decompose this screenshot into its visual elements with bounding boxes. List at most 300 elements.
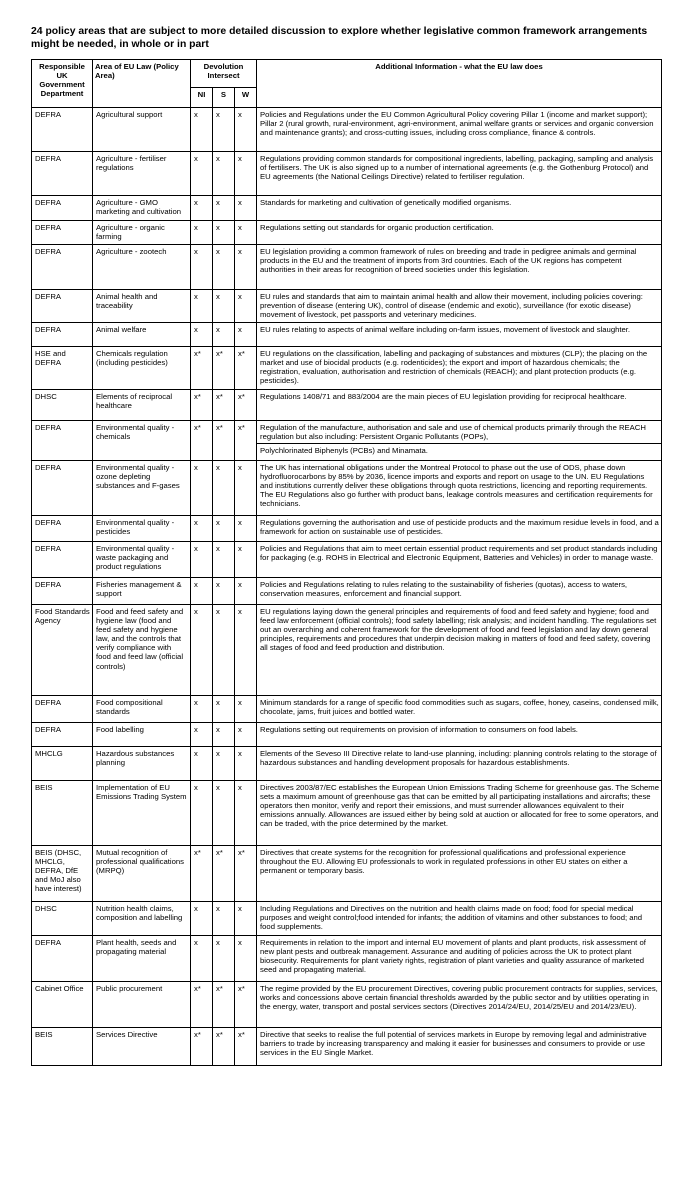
department-cell — [32, 781, 93, 846]
s-cell — [213, 152, 235, 196]
w-cell-text: x* — [238, 984, 245, 993]
w-cell — [235, 323, 257, 347]
w-cell-text: x* — [238, 1030, 245, 1039]
w-cell-text: x — [238, 938, 242, 947]
ni-cell-text: x — [194, 725, 198, 734]
info-cell — [257, 290, 662, 323]
s-cell-text: x* — [216, 392, 223, 401]
info-cell-text: Requirements in relation to the import and internal EU movement of plants and plant products, risk assessment of new plant pests and outbreak management. Assurance and auditing of policies across the UK to protect plant biosecurity. Requirements for plant variety rights, registration of plant varieties and quality assurance of marketed seed and propagating material. — [260, 938, 646, 975]
table-row — [32, 108, 662, 152]
area-cell — [93, 516, 191, 542]
ni-cell — [191, 421, 213, 461]
header-s: S — [213, 88, 235, 108]
info-cell — [257, 936, 662, 982]
department-cell — [32, 1028, 93, 1066]
table-row — [32, 723, 662, 747]
department-cell — [32, 747, 93, 781]
ni-cell — [191, 936, 213, 982]
info-cell — [257, 461, 662, 516]
area-cell — [93, 982, 191, 1028]
table-row — [32, 516, 662, 542]
table-row — [32, 461, 662, 516]
w-cell — [235, 461, 257, 516]
w-cell — [235, 196, 257, 221]
w-cell-text: x — [238, 749, 242, 758]
s-cell — [213, 902, 235, 936]
ni-cell — [191, 605, 213, 696]
s-cell — [213, 578, 235, 605]
document-title: 24 policy areas that are subject to more detailed discussion to explore whether legislative common framework arrangements might be needed, in whole or in part — [31, 26, 648, 50]
s-cell — [213, 347, 235, 390]
ni-cell-text: x — [194, 223, 198, 232]
department-cell — [32, 221, 93, 245]
area-cell — [93, 747, 191, 781]
info-cell-text: Elements of the Seveso III Directive relate to land-use planning, including: planning controls relating to the storage of hazardous substances and handling development proposals for hazardous establishments. — [260, 749, 657, 768]
department-cell — [32, 578, 93, 605]
area-cell-text: Food and feed safety and hygiene law (food and feed safety and hygiene law, and the controls that verify compliance with food and feed law (official controls) — [96, 607, 184, 671]
department-cell-text: BEIS (DHSC, MHCLG, DEFRA, DfE and MoJ also have interest) — [35, 848, 82, 894]
w-cell — [235, 245, 257, 290]
department-cell — [32, 196, 93, 221]
w-cell-text: x — [238, 325, 242, 334]
table-row — [32, 982, 662, 1028]
w-cell — [235, 781, 257, 846]
info-cell-text: Regulations setting out requirements on provision of information to consumers on food labels. — [260, 725, 578, 734]
ni-cell-text: x* — [194, 1030, 201, 1039]
s-cell — [213, 461, 235, 516]
w-cell — [235, 542, 257, 578]
table-header — [32, 60, 662, 108]
ni-cell-text: x — [194, 518, 198, 527]
info-cell — [257, 982, 662, 1028]
s-cell — [213, 747, 235, 781]
s-cell — [213, 290, 235, 323]
w-cell-text: x — [238, 725, 242, 734]
s-cell-text: x — [216, 463, 220, 472]
department-cell — [32, 347, 93, 390]
s-cell-text: x* — [216, 848, 223, 857]
info-cell — [257, 542, 662, 578]
w-cell-text: x — [238, 904, 242, 913]
s-cell — [213, 982, 235, 1028]
info-cell — [257, 245, 662, 290]
w-cell — [235, 108, 257, 152]
area-cell — [93, 936, 191, 982]
area-cell — [93, 108, 191, 152]
area-cell — [93, 290, 191, 323]
w-cell-text: x* — [238, 848, 245, 857]
header-devolution: Devolution Intersect — [191, 60, 257, 88]
ni-cell — [191, 108, 213, 152]
ni-cell — [191, 982, 213, 1028]
table-row — [32, 245, 662, 290]
info-cell — [257, 152, 662, 196]
s-cell-text: x — [216, 904, 220, 913]
ni-cell — [191, 245, 213, 290]
ni-cell-text: x — [194, 783, 198, 792]
s-cell-text: x* — [216, 1030, 223, 1039]
department-cell — [32, 152, 93, 196]
info-cell — [257, 1028, 662, 1066]
area-cell-text: Animal welfare — [96, 325, 147, 334]
area-cell-text: Agriculture - zootech — [96, 247, 167, 256]
department-cell — [32, 461, 93, 516]
info-cell-text: Regulation of the manufacture, authorisation and sale and use of chemical products primarily through the REACH regulation but also including: Persistent Organic Pollutants (POPs), — [260, 423, 646, 442]
info-cell — [257, 196, 662, 221]
table-row — [32, 323, 662, 347]
department-cell-text: DEFRA — [35, 698, 62, 707]
info-cell-text: Standards for marketing and cultivation of genetically modified organisms. — [260, 198, 512, 207]
ni-cell-text: x — [194, 938, 198, 947]
s-cell — [213, 696, 235, 723]
ni-cell — [191, 542, 213, 578]
s-cell — [213, 221, 235, 245]
ni-cell-text: x* — [194, 349, 201, 358]
w-cell-text: x — [238, 154, 242, 163]
s-cell-text: x — [216, 223, 220, 232]
table-row — [32, 936, 662, 982]
department-cell-text: DEFRA — [35, 938, 62, 947]
department-cell-text: DEFRA — [35, 247, 62, 256]
s-cell-text: x — [216, 783, 220, 792]
table-row — [32, 290, 662, 323]
department-cell-text: DEFRA — [35, 580, 62, 589]
s-cell — [213, 781, 235, 846]
ni-cell-text: x — [194, 904, 198, 913]
ni-cell-text: x — [194, 247, 198, 256]
department-cell — [32, 982, 93, 1028]
info-cell — [257, 421, 662, 461]
area-cell-text: Chemicals regulation (including pesticides) — [96, 349, 168, 368]
s-cell-text: x* — [216, 984, 223, 993]
w-cell-text: x — [238, 580, 242, 589]
ni-cell-text: x — [194, 607, 198, 616]
header-w: W — [235, 88, 257, 108]
area-cell — [93, 1028, 191, 1066]
w-cell-text: x — [238, 463, 242, 472]
info-cell-text: Policies and Regulations that aim to meet certain essential product requirements and set product standards including for packaging (e.g. ROHS in Electrical and Electronic Equipment, Batteries and Vehicles) in order to manage waste. — [260, 544, 658, 563]
table-row — [32, 578, 662, 605]
w-cell-text: x — [238, 544, 242, 553]
area-cell — [93, 196, 191, 221]
area-cell-text: Services Directive — [96, 1030, 158, 1039]
s-cell — [213, 542, 235, 578]
ni-cell-text: x — [194, 544, 198, 553]
table-body — [32, 108, 662, 1066]
w-cell — [235, 516, 257, 542]
header-department: Responsible UK Government Department — [32, 60, 93, 108]
w-cell — [235, 1028, 257, 1066]
table-row — [32, 390, 662, 421]
info-cell-text: Including Regulations and Directives on the nutrition and health claims made on food; food for special medical purposes and weight control;food intended for infants; the addition of vitamins and other substances to food; and food supplements. — [260, 904, 643, 932]
s-cell — [213, 846, 235, 902]
ni-cell — [191, 221, 213, 245]
ni-cell — [191, 1028, 213, 1066]
s-cell-text: x — [216, 154, 220, 163]
info-cell-text: EU regulations laying down the general principles and requirements of food and feed safety and hygiene; food and feed law enforcement (official controls); food safety labelling; risk analysis; and incident handling. The regulations set out an overarching and coherent framework for the development of food and feed legislation and lay down general principles, requirements and procedures that underpin decision making in matters of food and feed safety, covering all stages of food and feed production and distribution. — [260, 607, 657, 653]
ni-cell-text: x — [194, 698, 198, 707]
s-cell — [213, 323, 235, 347]
w-cell-text: x — [238, 292, 242, 301]
ni-cell-text: x* — [194, 423, 201, 432]
table-row — [32, 747, 662, 781]
info-cell — [257, 781, 662, 846]
s-cell — [213, 108, 235, 152]
info-cell — [257, 221, 662, 245]
area-cell — [93, 781, 191, 846]
department-cell-text: BEIS — [35, 1030, 53, 1039]
table-row — [32, 152, 662, 196]
w-cell-text: x — [238, 518, 242, 527]
department-cell-text: DHSC — [35, 904, 57, 913]
ni-cell-text: x — [194, 580, 198, 589]
area-cell-text: Environmental quality - ozone depleting substances and F-gases — [96, 463, 180, 491]
table-row — [32, 347, 662, 390]
info-cell — [257, 108, 662, 152]
info-cell-text: Regulations 1408/71 and 883/2004 are the main pieces of EU legislation providing for reciprocal healthcare. — [260, 392, 627, 401]
info-cell — [257, 578, 662, 605]
w-cell — [235, 290, 257, 323]
table-row — [32, 542, 662, 578]
info-cell — [257, 696, 662, 723]
area-cell — [93, 323, 191, 347]
area-cell — [93, 846, 191, 902]
s-cell — [213, 605, 235, 696]
area-cell — [93, 902, 191, 936]
table-row — [32, 221, 662, 245]
area-cell-text: Hazardous substances planning — [96, 749, 175, 768]
w-cell — [235, 723, 257, 747]
ni-cell-text: x* — [194, 984, 201, 993]
info-cell — [257, 390, 662, 421]
area-cell-text: Agriculture - GMO marketing and cultivation — [96, 198, 182, 217]
table-row — [32, 781, 662, 846]
ni-cell-text: x — [194, 463, 198, 472]
department-cell — [32, 245, 93, 290]
w-cell — [235, 747, 257, 781]
s-cell-text: x — [216, 580, 220, 589]
department-cell — [32, 902, 93, 936]
w-cell-text: x — [238, 223, 242, 232]
info-cell-text: Regulations providing common standards for compositional ingredients, labelling, packaging, sampling and analysis of fertilisers. The UK is also signed up to a number of international agreements (e.g. the Gothenburg Protocol) and EU agreements (the National Ceilings Directive) related to fertiliser regulation. — [260, 154, 654, 182]
info-cell-text: Directive that seeks to realise the full potential of services markets in Europe by removing legal and administrative barriers to trade by increasing transparency and making it easier for businesses and consumers to provide or use services in the EU Single Market. — [260, 1030, 647, 1058]
area-cell-text: Mutual recognition of professional qualifications (MRPQ) — [96, 848, 185, 876]
ni-cell — [191, 461, 213, 516]
s-cell — [213, 936, 235, 982]
info-cell — [257, 323, 662, 347]
ni-cell — [191, 747, 213, 781]
area-cell — [93, 461, 191, 516]
ni-cell — [191, 290, 213, 323]
info-cell-text: EU legislation providing a common framework of rules on breeding and trade in pedigree animals and germinal products in the EU and the treatment of imports from 3rd countries. Each of the UK regions has competent authorities in their areas for recognition of breed societies under this legislation. — [260, 247, 637, 275]
info-cell-text: Directives 2003/87/EC establishes the European Union Emissions Trading Scheme for greenhouse gas. The Scheme sets a maximum amount of greenhouse gas that can be emitted by all participating installations and aircrafts; these operators then monitor, verify and report their emissions, and must surrender allowances equivalent to their emissions annually. Allowances are issued either by being sold at auction or allocated for free to some operators, and can be traded, with the price determined by the market. — [260, 783, 659, 829]
info-cell — [257, 747, 662, 781]
ni-cell-text: x — [194, 749, 198, 758]
w-cell-text: x — [238, 110, 242, 119]
ni-cell-text: x — [194, 325, 198, 334]
area-cell — [93, 390, 191, 421]
policy-areas-table — [31, 59, 662, 1066]
area-cell — [93, 347, 191, 390]
ni-cell — [191, 696, 213, 723]
department-cell — [32, 290, 93, 323]
s-cell-text: x — [216, 749, 220, 758]
department-cell-text: DEFRA — [35, 325, 62, 334]
ni-cell-text: x* — [194, 848, 201, 857]
s-cell-text: x — [216, 518, 220, 527]
department-cell-text: Food Standards Agency — [35, 607, 90, 626]
s-cell-text: x* — [216, 423, 223, 432]
s-cell-text: x — [216, 110, 220, 119]
area-cell — [93, 723, 191, 747]
department-cell — [32, 696, 93, 723]
header-ni: NI — [191, 88, 213, 108]
department-cell-text: DEFRA — [35, 725, 62, 734]
area-cell-text: Environmental quality - waste packaging and product regulations — [96, 544, 175, 572]
info-cell-text: Directives that create systems for the recognition for professional qualifications and professional experience throughout the EU. Allowing EU professionals to work in regulated professions in other EU states on either a permanent or temporary basis. — [260, 848, 628, 876]
area-cell-text: Implementation of EU Emissions Trading System — [96, 783, 187, 802]
s-cell — [213, 516, 235, 542]
area-cell — [93, 152, 191, 196]
table-row — [32, 696, 662, 723]
ni-cell — [191, 152, 213, 196]
w-cell — [235, 936, 257, 982]
ni-cell-text: x — [194, 154, 198, 163]
department-cell-text: DEFRA — [35, 110, 62, 119]
header-area: Area of EU Law (Policy Area) — [93, 60, 191, 108]
table-row — [32, 605, 662, 696]
department-cell-text: MHCLG — [35, 749, 63, 758]
info-cell — [257, 846, 662, 902]
w-cell-text: x — [238, 198, 242, 207]
ni-cell — [191, 390, 213, 421]
info-cell-continuation: Polychlorinated Biphenyls (PCBs) and Minamata. — [257, 443, 661, 455]
s-cell — [213, 421, 235, 461]
s-cell-text: x — [216, 325, 220, 334]
area-cell-text: Public procurement — [96, 984, 163, 993]
info-cell-text: Regulations setting out standards for organic production certification. — [260, 223, 494, 232]
info-cell-text: The regime provided by the EU procurement Directives, covering public procurement contracts for supplies, services, works and concessions above certain financial thresholds awarded by the public sector and by utilities operating in the energy, water, transport and postal services sectors (Directives 2014/24/EU, 2014/25/EU and 2014/23/EU). — [260, 984, 658, 1012]
info-cell — [257, 516, 662, 542]
w-cell — [235, 421, 257, 461]
table-row — [32, 846, 662, 902]
w-cell — [235, 152, 257, 196]
ni-cell — [191, 347, 213, 390]
header-info: Additional Information - what the EU law does — [257, 60, 662, 108]
ni-cell-text: x — [194, 292, 198, 301]
area-cell — [93, 578, 191, 605]
department-cell — [32, 390, 93, 421]
info-cell-text: EU rules and standards that aim to maintain animal health and allow their movement, including policies covering: prevention of disease (entering UK), control of disease (endemic and exotic), surveillance (for exotic disease) movement of livestock, pet passports and veterinary medicines. — [260, 292, 643, 320]
info-cell-text: The UK has international obligations under the Montreal Protocol to phase out the use of ODS, phase down hydrofluorocarbons by 85% by 2036, licence imports and exports and report on usage to the UN. EU Regulations and institutions currently deliver these obligations through quota restrictions, licencing and reporting requirements. The EU Regulations also go further with product bans, leakage controls measures and certification requirements for technicians. — [260, 463, 653, 509]
ni-cell — [191, 846, 213, 902]
s-cell-text: x — [216, 607, 220, 616]
area-cell-text: Food compositional standards — [96, 698, 163, 717]
w-cell-text: x — [238, 698, 242, 707]
info-cell-text: Policies and Regulations relating to rules relating to the sustainability of fisheries (quotas), access to waters, conservation measures, enforcement and financial support. — [260, 580, 628, 599]
ni-cell-text: x — [194, 198, 198, 207]
department-cell — [32, 605, 93, 696]
area-cell-text: Food labelling — [96, 725, 144, 734]
info-cell — [257, 605, 662, 696]
area-cell-text: Nutrition health claims, composition and labelling — [96, 904, 183, 923]
department-cell-text: DEFRA — [35, 223, 62, 232]
area-cell — [93, 221, 191, 245]
department-cell — [32, 421, 93, 461]
ni-cell — [191, 516, 213, 542]
w-cell-text: x — [238, 607, 242, 616]
area-cell-text: Environmental quality - pesticides — [96, 518, 175, 537]
w-cell — [235, 605, 257, 696]
w-cell-text: x* — [238, 423, 245, 432]
s-cell-text: x — [216, 198, 220, 207]
w-cell-text: x — [238, 247, 242, 256]
w-cell — [235, 347, 257, 390]
info-cell-text: EU rules relating to aspects of animal welfare including on-farm issues, movement of livestock and slaughter. — [260, 325, 631, 334]
department-cell — [32, 936, 93, 982]
table-row — [32, 421, 662, 461]
area-cell — [93, 542, 191, 578]
ni-cell — [191, 196, 213, 221]
department-cell — [32, 723, 93, 747]
s-cell — [213, 1028, 235, 1066]
w-cell — [235, 982, 257, 1028]
table-row — [32, 1028, 662, 1066]
area-cell — [93, 421, 191, 461]
area-cell-text: Fisheries management & support — [96, 580, 182, 599]
s-cell-text: x — [216, 725, 220, 734]
s-cell-text: x — [216, 938, 220, 947]
ni-cell — [191, 781, 213, 846]
department-cell-text: DHSC — [35, 392, 57, 401]
table-row — [32, 196, 662, 221]
s-cell — [213, 390, 235, 421]
department-cell-text: DEFRA — [35, 198, 62, 207]
department-cell-text: DEFRA — [35, 154, 62, 163]
area-cell-text: Plant health, seeds and propagating material — [96, 938, 177, 957]
w-cell — [235, 390, 257, 421]
info-cell-text: Regulations governing the authorisation and use of pesticide products and the maximum residue levels in food, and a framework for action on sustainable use of pesticides. — [260, 518, 659, 537]
department-cell — [32, 323, 93, 347]
department-cell — [32, 516, 93, 542]
info-cell — [257, 902, 662, 936]
ni-cell-text: x — [194, 110, 198, 119]
ni-cell — [191, 723, 213, 747]
w-cell — [235, 902, 257, 936]
s-cell — [213, 723, 235, 747]
w-cell-text: x* — [238, 349, 245, 358]
info-cell-text: Minimum standards for a range of specific food commodities such as sugars, coffee, honey, caseins, condensed milk, chocolate, jams, fruit juices and bottled water. — [260, 698, 659, 717]
s-cell-text: x — [216, 292, 220, 301]
department-cell-text: HSE and DEFRA — [35, 349, 66, 368]
table-row — [32, 902, 662, 936]
department-cell-text: DEFRA — [35, 292, 62, 301]
department-cell-text: Cabinet Office — [35, 984, 84, 993]
area-cell-text: Agricultural support — [96, 110, 163, 119]
area-cell — [93, 245, 191, 290]
s-cell-text: x — [216, 544, 220, 553]
s-cell-text: x* — [216, 349, 223, 358]
s-cell-text: x — [216, 698, 220, 707]
department-cell — [32, 108, 93, 152]
ni-cell — [191, 323, 213, 347]
w-cell — [235, 221, 257, 245]
w-cell — [235, 578, 257, 605]
department-cell-text: BEIS — [35, 783, 53, 792]
area-cell-text: Animal health and traceability — [96, 292, 158, 311]
w-cell-text: x — [238, 783, 242, 792]
department-cell — [32, 846, 93, 902]
